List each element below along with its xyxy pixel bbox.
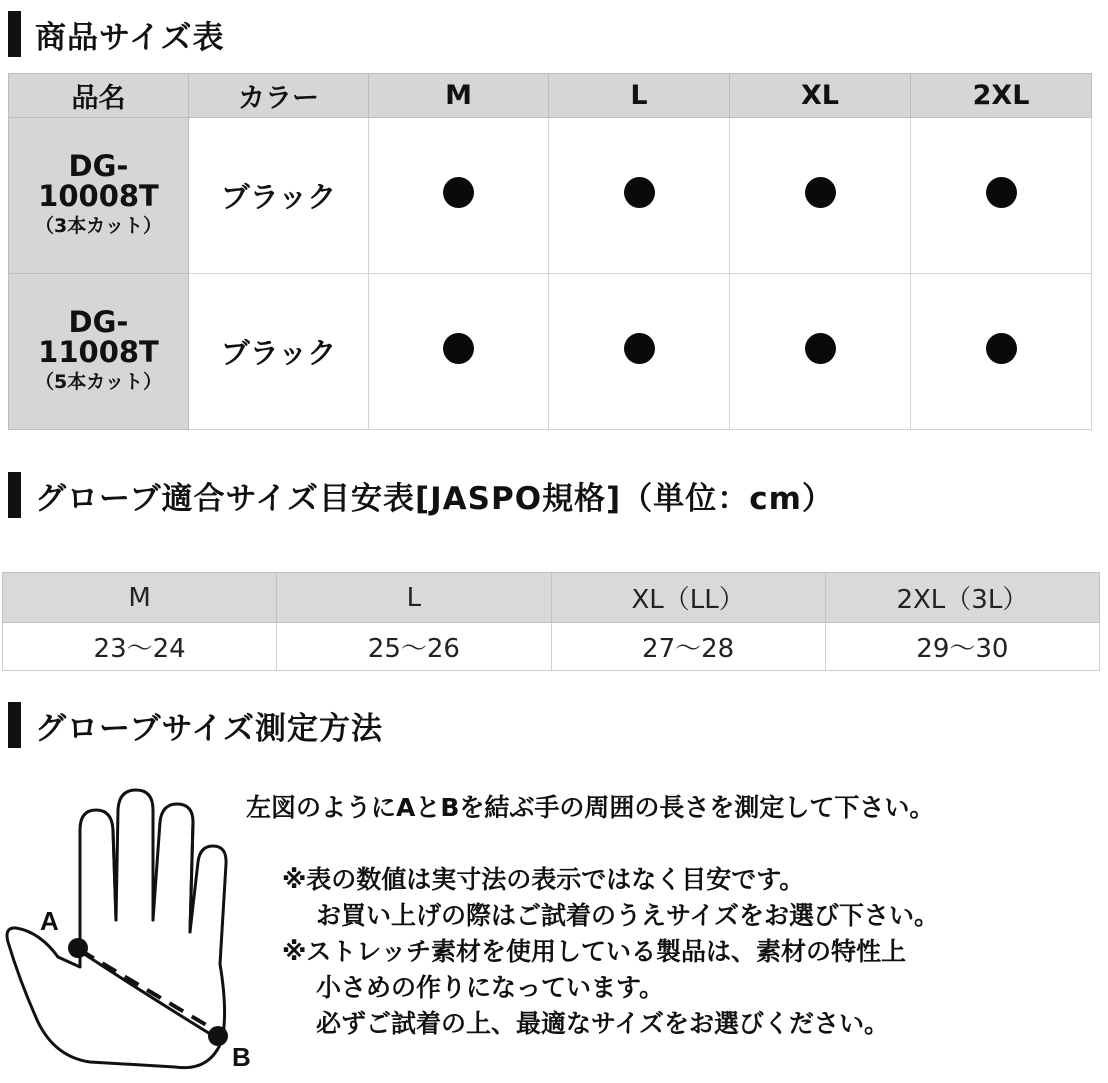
availability-cell <box>730 274 911 430</box>
fit-table <box>2 572 1100 671</box>
available-dot-icon <box>624 333 655 364</box>
note-line: お買い上げの際はご試着のうえサイズをお選び下さい。 <box>316 901 940 930</box>
fit-value-cell: 29～30 <box>825 623 1099 671</box>
point-a-dot <box>68 938 88 958</box>
fit-header-cell: 2XL（3L） <box>825 573 1099 623</box>
fit-table-header-row <box>3 573 1100 623</box>
header-cell: XL <box>730 74 911 118</box>
hand-diagram <box>0 782 270 1082</box>
header-cell: カラー <box>189 74 369 118</box>
measure-instruction: 左図のようにAとBを結ぶ手の周囲の長さを測定して下さい。 <box>246 793 935 822</box>
fit-table-values-row <box>3 623 1100 671</box>
note-line: 必ずご試着の上、最適なサイズをお選びください。 <box>316 1009 890 1038</box>
measure-dashed-line <box>80 950 218 1032</box>
available-dot-icon <box>986 333 1017 364</box>
header-cell: L <box>549 74 730 118</box>
fit-header-cell: L <box>277 573 551 623</box>
header-cell: 2XL <box>911 74 1092 118</box>
fit-table-heading <box>8 472 834 518</box>
product-cut: （3本カット） <box>34 214 163 237</box>
availability-cell <box>549 274 730 430</box>
size-table <box>8 73 1092 430</box>
measure-solid-line <box>78 950 220 1040</box>
table-row <box>9 274 1092 430</box>
product-name-cell <box>9 118 189 274</box>
color-cell: ブラック <box>189 274 369 430</box>
available-dot-icon <box>805 333 836 364</box>
availability-cell <box>911 118 1092 274</box>
point-b-dot <box>208 1026 228 1046</box>
availability-cell <box>369 274 549 430</box>
size-table-title: 商品サイズ表 <box>35 19 225 56</box>
availability-cell <box>369 118 549 274</box>
available-dot-icon <box>443 177 474 208</box>
measure-heading <box>8 702 383 748</box>
availability-cell <box>730 118 911 274</box>
available-dot-icon <box>443 333 474 364</box>
fit-header-cell: M <box>3 573 277 623</box>
note-line: 小さめの作りになっています。 <box>316 973 665 1002</box>
fit-value-cell: 27～28 <box>551 623 825 671</box>
size-table-header-row <box>9 74 1092 118</box>
size-table-heading <box>8 11 225 57</box>
color-cell: ブラック <box>189 118 369 274</box>
availability-cell <box>549 118 730 274</box>
point-a-label: A <box>40 906 59 936</box>
available-dot-icon <box>805 177 836 208</box>
product-cut: （5本カット） <box>34 370 163 393</box>
available-dot-icon <box>986 177 1017 208</box>
heading-bar <box>8 472 21 518</box>
measure-notes <box>282 862 939 1042</box>
product-code: DG-10008T <box>38 148 159 213</box>
fit-value-cell: 25～26 <box>277 623 551 671</box>
fit-table-title: グローブ適合サイズ目安表[JASPO規格]（単位：cm） <box>35 480 834 517</box>
product-name-cell <box>9 274 189 430</box>
heading-bar <box>8 11 21 57</box>
heading-bar <box>8 702 21 748</box>
header-cell: M <box>369 74 549 118</box>
available-dot-icon <box>624 177 655 208</box>
table-row <box>9 118 1092 274</box>
fit-value-cell: 23～24 <box>3 623 277 671</box>
fit-header-cell: XL（LL） <box>551 573 825 623</box>
point-b-label: B <box>232 1042 251 1072</box>
note-line: ※ストレッチ素材を使用している製品は、素材の特性上 <box>282 937 907 966</box>
availability-cell <box>911 274 1092 430</box>
product-code: DG-11008T <box>38 304 159 369</box>
measure-title: グローブサイズ測定方法 <box>35 710 383 747</box>
header-cell: 品名 <box>9 74 189 118</box>
note-line: ※表の数値は実寸法の表示ではなく目安です。 <box>282 865 805 894</box>
